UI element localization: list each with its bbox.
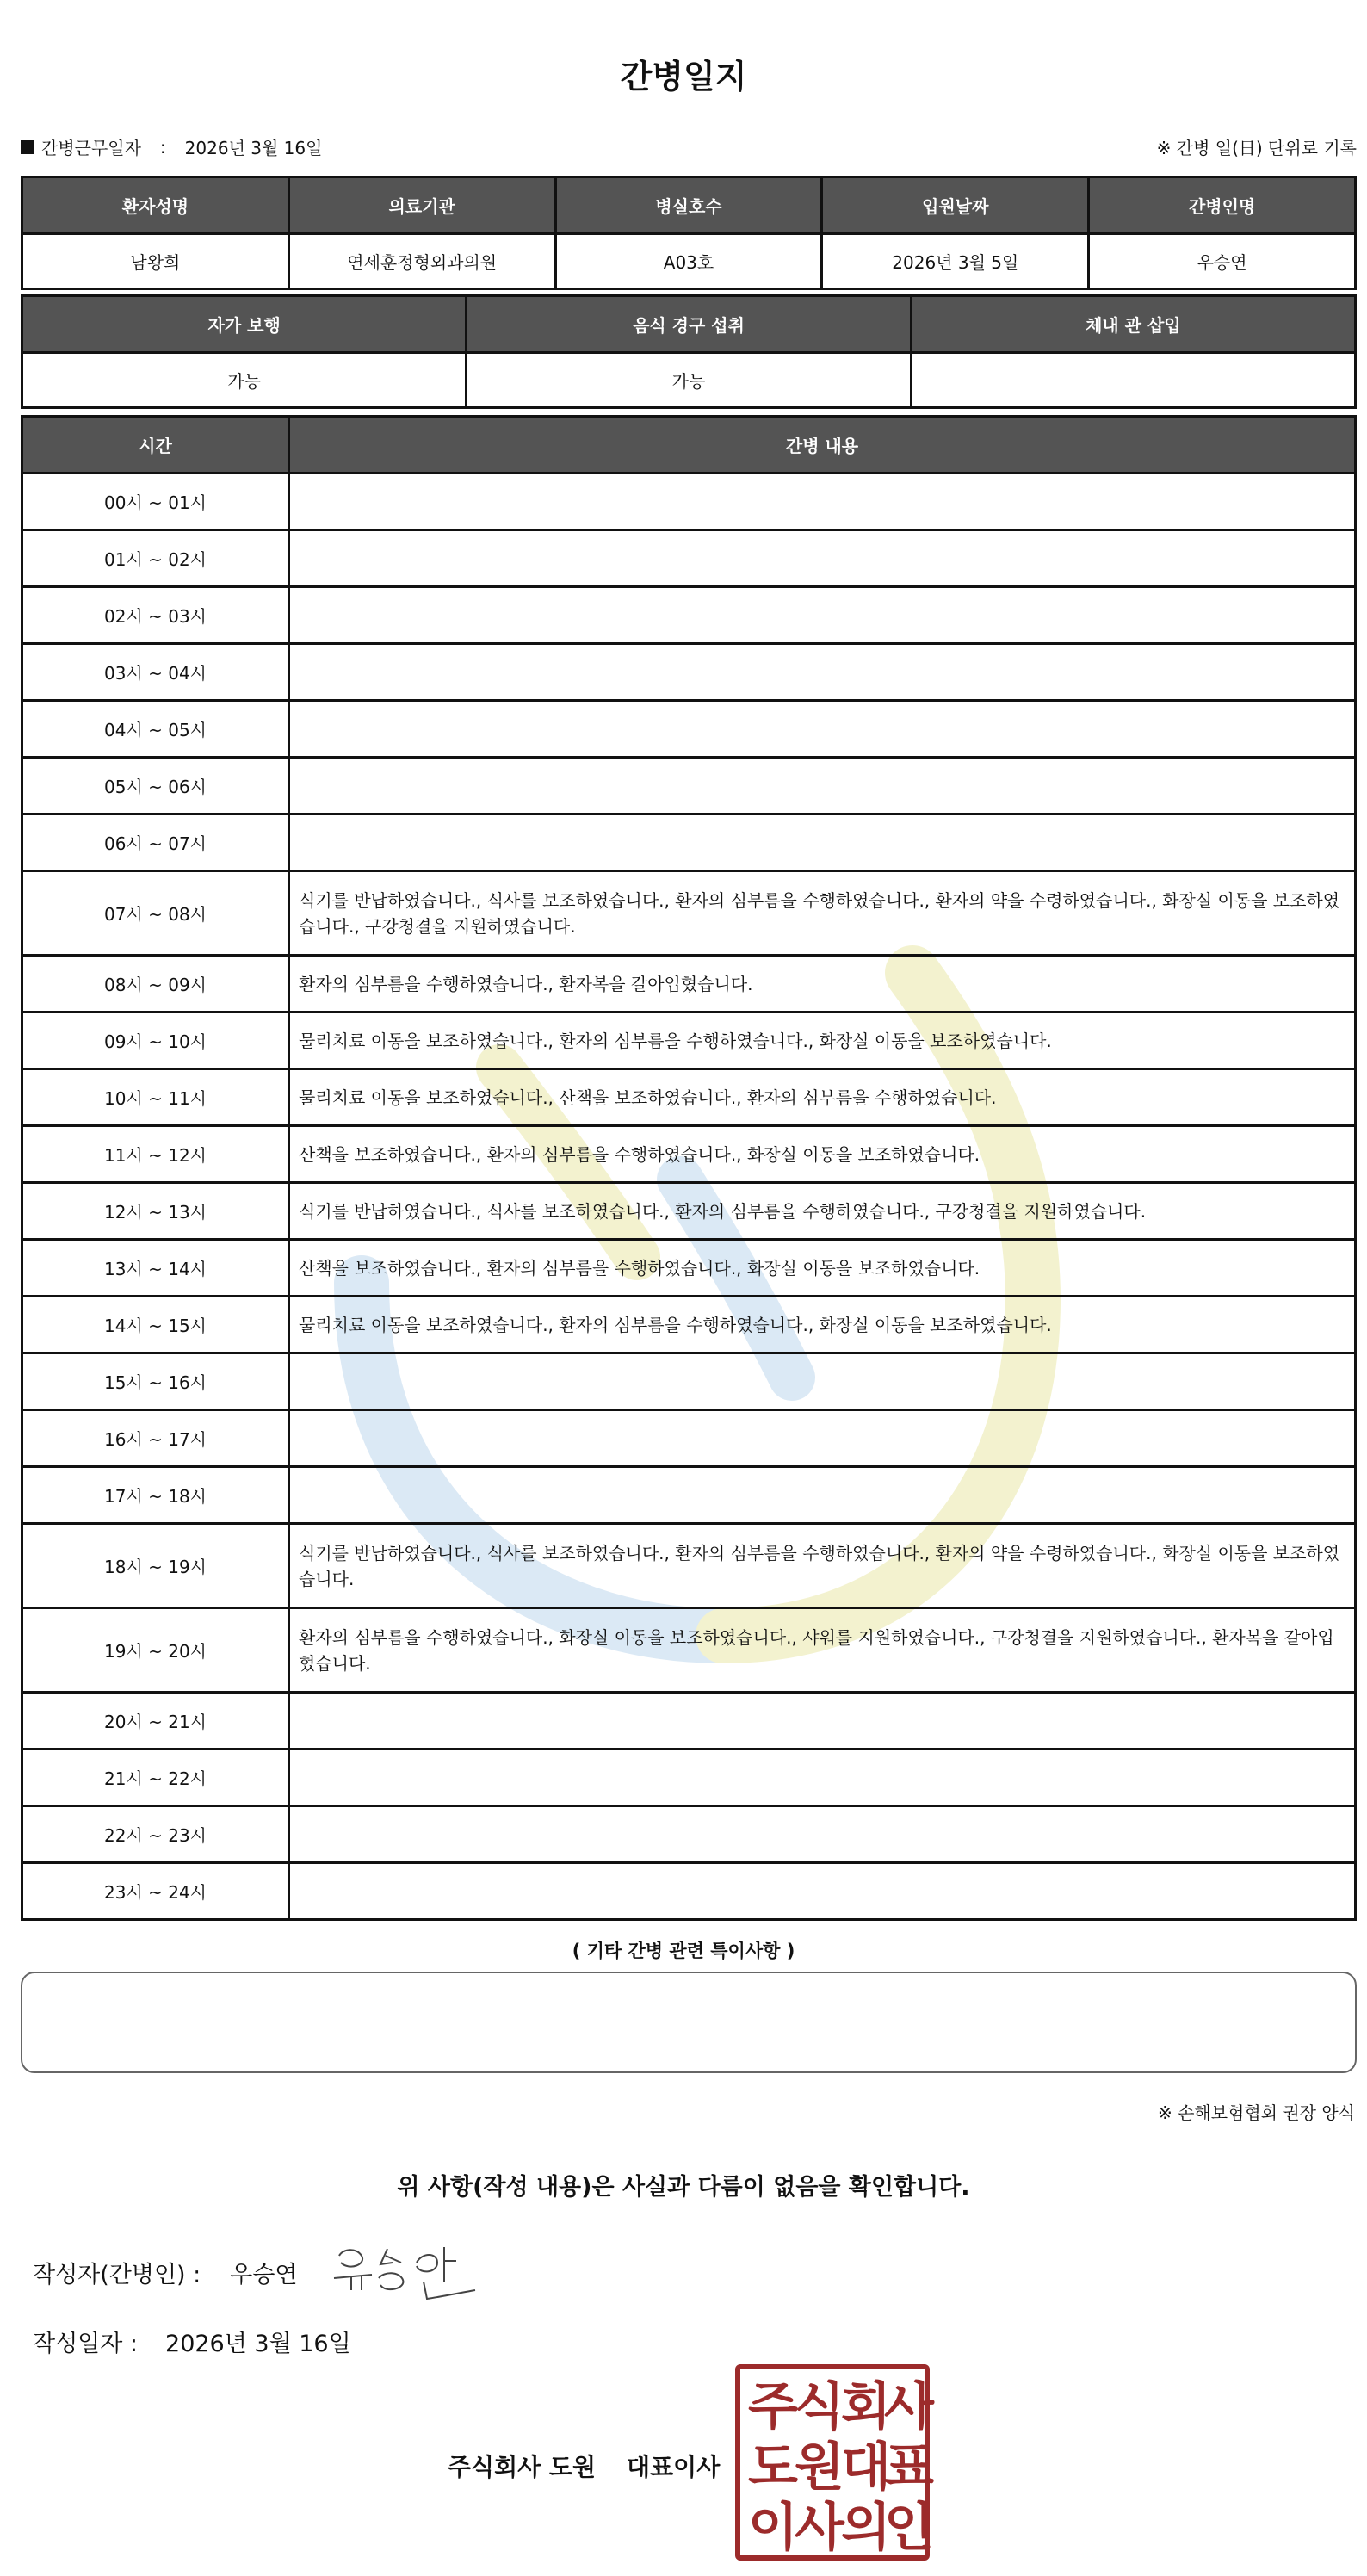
care-content-cell[interactable] (289, 758, 1356, 814)
work-date-label: 간병근무일자 (41, 138, 141, 158)
care-log-table (21, 415, 1357, 1921)
table-row (22, 1126, 1356, 1183)
work-date-value: 2026년 3월 16일 (184, 138, 323, 158)
svg-text:회: 회 (841, 2377, 891, 2437)
table-row (22, 644, 1356, 701)
care-content-cell[interactable] (289, 814, 1356, 871)
time-cell: 07시 ~ 08시 (22, 871, 289, 956)
care-content-cell[interactable] (289, 1693, 1356, 1749)
writer-row (33, 2256, 298, 2289)
care-content-cell[interactable] (289, 530, 1356, 587)
table-row (22, 758, 1356, 814)
svg-text:도: 도 (748, 2437, 798, 2498)
table-row (22, 871, 1356, 956)
table-row (22, 701, 1356, 758)
care-content-cell[interactable]: 환자의 심부름을 수행하였습니다., 화장실 이동을 보조하였습니다., 샤워를 지원하였습니다., 구강청결을 지원하였습니다., 환자복을 갈아입혔습니다. (289, 1608, 1356, 1693)
svg-text:사: 사 (884, 2377, 934, 2437)
time-cell: 23시 ~ 24시 (22, 1863, 289, 1920)
tube-insertion-cell[interactable] (911, 353, 1355, 408)
time-cell: 08시 ~ 09시 (22, 956, 289, 1012)
table-row (22, 1240, 1356, 1297)
care-content-cell[interactable] (289, 644, 1356, 701)
table-row (22, 1608, 1356, 1693)
table-row (22, 1410, 1356, 1467)
svg-text:의: 의 (841, 2498, 891, 2558)
write-date-label: 작성일자 : (33, 2331, 139, 2357)
square-bullet-icon (21, 140, 34, 154)
time-cell: 16시 ~ 17시 (22, 1410, 289, 1467)
table-row (22, 1069, 1356, 1126)
svg-text:이: 이 (748, 2498, 798, 2558)
header-patient-name: 환자성명 (22, 177, 289, 234)
care-content-cell[interactable] (289, 1863, 1356, 1920)
svg-text:사: 사 (795, 2498, 844, 2558)
patient-name-cell[interactable]: 남왕희 (22, 234, 289, 289)
time-cell: 10시 ~ 11시 (22, 1069, 289, 1126)
care-content-cell[interactable]: 식기를 반납하였습니다., 식사를 보조하였습니다., 환자의 심부름을 수행하였습니다., 구강청결을 지원하였습니다. (289, 1183, 1356, 1240)
care-content-cell[interactable] (289, 587, 1356, 644)
header-self-walking: 자가 보행 (22, 296, 467, 353)
seal-lettering (740, 2369, 934, 2558)
time-cell: 01시 ~ 02시 (22, 530, 289, 587)
table-row (22, 1863, 1356, 1920)
recommended-form-note: ※ 손해보험협회 권장 양식 (1157, 2102, 1355, 2123)
header-hospital: 의료기관 (288, 177, 555, 234)
meta-row (21, 134, 1357, 159)
hospital-cell[interactable]: 연세훈정형외과의원 (288, 234, 555, 289)
time-cell: 06시 ~ 07시 (22, 814, 289, 871)
header-oral-intake: 음식 경구 섭취 (467, 296, 911, 353)
svg-text:인: 인 (884, 2498, 934, 2558)
time-cell: 02시 ~ 03시 (22, 587, 289, 644)
care-content-cell[interactable]: 물리치료 이동을 보조하였습니다., 환자의 심부름을 수행하였습니다., 화장실 이동을 보조하였습니다. (289, 1297, 1356, 1353)
care-content-cell[interactable]: 산책을 보조하였습니다., 환자의 심부름을 수행하였습니다., 화장실 이동을 보조하였습니다. (289, 1240, 1356, 1297)
admission-date-cell[interactable]: 2026년 3월 5일 (822, 234, 1089, 289)
write-date-value: 2026년 3월 16일 (165, 2331, 351, 2357)
header-room: 병실호수 (555, 177, 822, 234)
svg-text:주: 주 (748, 2377, 798, 2437)
patient-status-table (21, 294, 1357, 409)
writer-label: 작성자(간병인) : (33, 2262, 201, 2288)
care-content-cell[interactable] (289, 701, 1356, 758)
time-cell: 13시 ~ 14시 (22, 1240, 289, 1297)
work-date (21, 134, 322, 159)
table-row (22, 1297, 1356, 1353)
care-content-cell[interactable] (289, 1467, 1356, 1524)
time-cell: 19시 ~ 20시 (22, 1608, 289, 1693)
time-cell: 04시 ~ 05시 (22, 701, 289, 758)
svg-text:표: 표 (884, 2437, 934, 2498)
care-log-body (22, 474, 1356, 1920)
writer-name: 우승연 (230, 2262, 298, 2288)
company-ceo: 대표이사 (627, 2453, 721, 2481)
time-cell: 17시 ~ 18시 (22, 1467, 289, 1524)
other-notes-box[interactable] (21, 1972, 1357, 2073)
time-cell: 03시 ~ 04시 (22, 644, 289, 701)
daily-record-note: ※ 간병 일(日) 단위로 기록 (1156, 138, 1357, 158)
svg-text:대: 대 (841, 2437, 891, 2498)
header-admission-date: 입원날짜 (822, 177, 1089, 234)
svg-text:원: 원 (795, 2437, 844, 2498)
time-cell: 12시 ~ 13시 (22, 1183, 289, 1240)
table-row (22, 1693, 1356, 1749)
header-care-content: 간병 내용 (289, 417, 1356, 474)
company-row (448, 2449, 720, 2483)
care-content-cell[interactable]: 식기를 반납하였습니다., 식사를 보조하였습니다., 환자의 심부름을 수행하였습니다., 환자의 약을 수령하였습니다., 화장실 이동을 보조하였습니다. (289, 1524, 1356, 1608)
table-row (22, 530, 1356, 587)
write-date-row (33, 2325, 351, 2358)
header-tube-insertion: 체내 관 삽입 (911, 296, 1355, 353)
table-row (22, 1524, 1356, 1608)
time-cell: 05시 ~ 06시 (22, 758, 289, 814)
care-content-cell[interactable] (289, 1353, 1356, 1410)
time-cell: 21시 ~ 22시 (22, 1749, 289, 1806)
oral-intake-cell[interactable]: 가능 (467, 353, 911, 408)
time-cell: 14시 ~ 15시 (22, 1297, 289, 1353)
table-row (22, 1183, 1356, 1240)
time-cell: 18시 ~ 19시 (22, 1524, 289, 1608)
other-notes-title: ( 기타 간병 관련 특이사항 ) (572, 1941, 795, 1961)
care-content-cell[interactable]: 물리치료 이동을 보조하였습니다., 산책을 보조하였습니다., 환자의 심부름을 수행하였습니다. (289, 1069, 1356, 1126)
company-seal-stamp (735, 2364, 934, 2561)
care-content-cell[interactable]: 식기를 반납하였습니다., 식사를 보조하였습니다., 환자의 심부름을 수행하였습니다., 환자의 약을 수령하였습니다., 화장실 이동을 보조하였습니다., 구강청결을 지원하였습니다. (289, 871, 1356, 956)
confirmation-statement: 위 사항(작성 내용)은 사실과 다름이 없음을 확인합니다. (397, 2174, 970, 2201)
time-cell: 11시 ~ 12시 (22, 1126, 289, 1183)
caregiver-cell[interactable]: 우승연 (1089, 234, 1356, 289)
page-title: 간병일지 (620, 58, 747, 96)
care-content-cell[interactable]: 산책을 보조하였습니다., 환자의 심부름을 수행하였습니다., 화장실 이동을 보조하였습니다. (289, 1126, 1356, 1183)
room-cell[interactable]: A03호 (555, 234, 822, 289)
care-content-cell[interactable]: 물리치료 이동을 보조하였습니다., 환자의 심부름을 수행하였습니다., 화장실 이동을 보조하였습니다. (289, 1012, 1356, 1069)
table-row (22, 1806, 1356, 1863)
time-cell: 09시 ~ 10시 (22, 1012, 289, 1069)
patient-info-table (21, 176, 1357, 290)
care-content-cell[interactable] (289, 1410, 1356, 1467)
care-content-cell[interactable] (289, 1806, 1356, 1863)
table-row (22, 1749, 1356, 1806)
table-row (22, 1467, 1356, 1524)
header-caregiver: 간병인명 (1089, 177, 1356, 234)
time-cell: 00시 ~ 01시 (22, 474, 289, 530)
time-cell: 15시 ~ 16시 (22, 1353, 289, 1410)
table-row (22, 587, 1356, 644)
care-content-cell[interactable] (289, 1749, 1356, 1806)
table-row (22, 814, 1356, 871)
time-cell: 20시 ~ 21시 (22, 1693, 289, 1749)
time-cell: 22시 ~ 23시 (22, 1806, 289, 1863)
company-name: 주식회사 도원 (448, 2453, 597, 2481)
table-row (22, 1012, 1356, 1069)
care-content-cell[interactable] (289, 474, 1356, 530)
table-row (22, 474, 1356, 530)
header-time: 시간 (22, 417, 289, 474)
work-date-separator: : (159, 136, 166, 158)
table-row (22, 1353, 1356, 1410)
self-walking-cell[interactable]: 가능 (22, 353, 467, 408)
handwritten-signature (327, 2237, 482, 2306)
care-content-cell[interactable]: 환자의 심부름을 수행하였습니다., 환자복을 갈아입혔습니다. (289, 956, 1356, 1012)
table-row (22, 956, 1356, 1012)
svg-text:식: 식 (795, 2377, 844, 2437)
